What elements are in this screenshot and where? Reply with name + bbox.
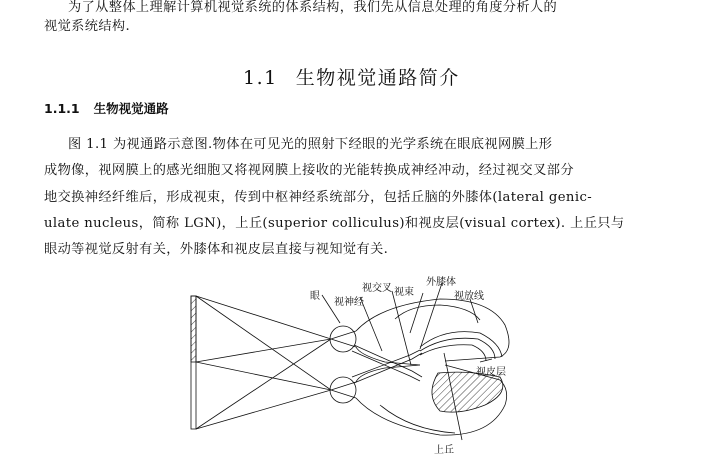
section-number: 1.1 bbox=[243, 67, 278, 89]
subsection-number: 1.1.1 bbox=[44, 101, 80, 116]
intro-line-2: 视觉系统结构. bbox=[44, 19, 131, 34]
label-lgn: 外膝体 bbox=[426, 277, 456, 288]
section-title: 生物视觉通路简介 bbox=[295, 67, 460, 89]
paragraph-line-4: ulate nucleus，简称 LGN)，上丘(superior colliculus)和视皮层(visual cortex). 上丘只与 bbox=[44, 216, 625, 231]
subsection-title: 生物视觉通路 bbox=[93, 101, 169, 116]
visual-pathway-diagram bbox=[180, 265, 520, 461]
label-optic-chiasm: 视交叉 bbox=[362, 283, 392, 294]
paragraph-line-3: 地交换神经纤维后，形成视束，传到中枢神经系统部分，包括丘脑的外膝体(lateral genic- bbox=[44, 190, 593, 205]
label-superior-colliculus: 上丘 bbox=[434, 445, 454, 456]
paragraph-line-2: 成物像，视网膜上的感光细胞又将视网膜上接收的光能转换成神经冲动，经过视交叉部分 bbox=[44, 163, 574, 178]
intro-line-1: 为了从整体上理解计算机视觉系统的体系结构，我们先从信息处理的角度分析人的 bbox=[68, 0, 558, 15]
paragraph-line-5: 眼动等视觉反射有关，外膝体和视皮层直接与视知觉有关. bbox=[44, 242, 389, 257]
paragraph-line-1: 图 1.1 为视通路示意图.物体在可见光的照射下经眼的光学系统在眼底视网膜上形 bbox=[68, 137, 553, 152]
subsection-heading bbox=[44, 99, 169, 117]
label-eye: 眼 bbox=[310, 291, 320, 302]
label-optic-tract: 视束 bbox=[394, 287, 414, 298]
label-optic-nerve: 视神经 bbox=[334, 297, 364, 308]
label-optic-radiation: 视放线 bbox=[454, 291, 484, 302]
section-heading bbox=[243, 63, 460, 90]
label-visual-cortex: 视皮层 bbox=[476, 367, 506, 378]
